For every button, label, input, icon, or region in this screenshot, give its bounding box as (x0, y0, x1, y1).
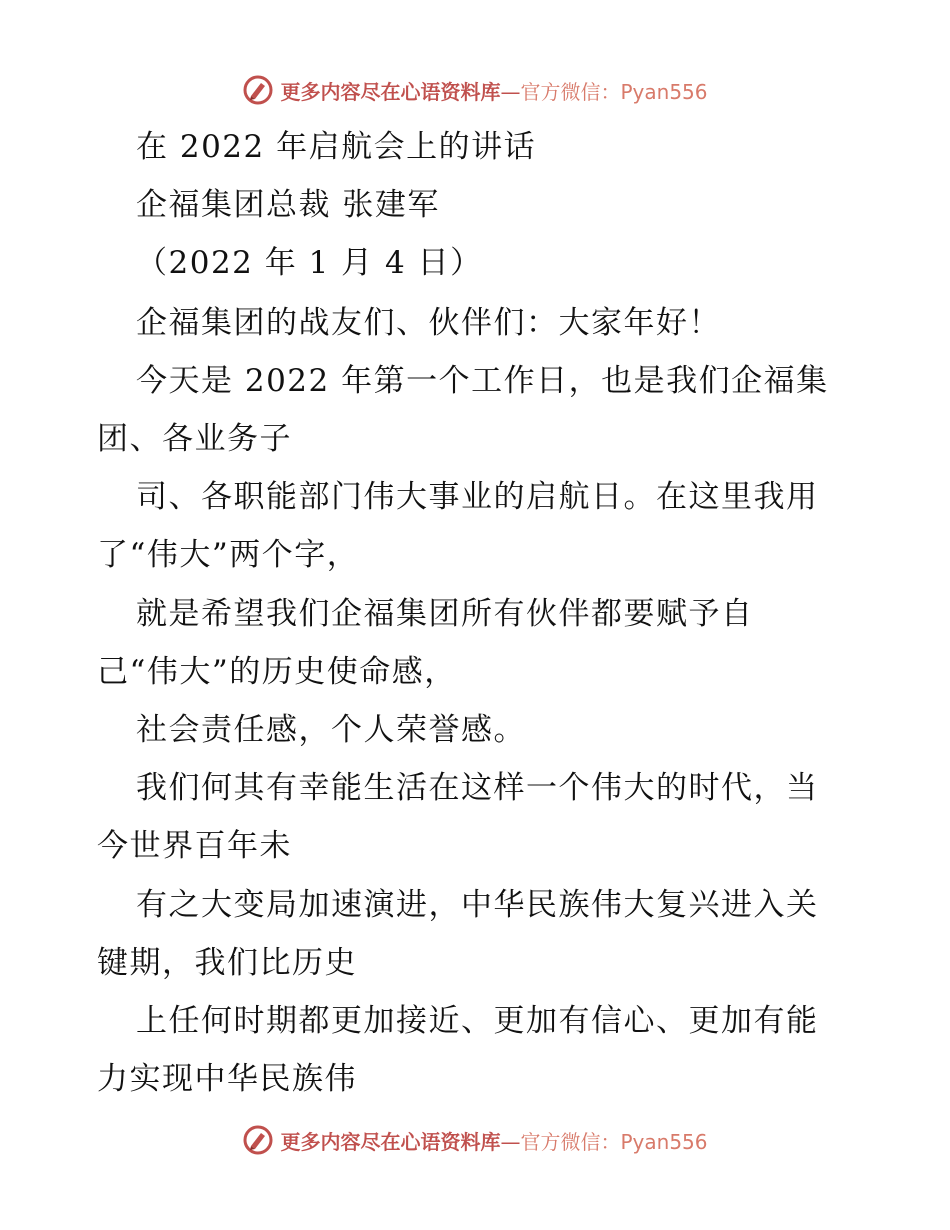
doc-line: 司、各职能部门伟大事业的启航日。在这里我用 (136, 479, 819, 515)
doc-line: 键期，我们比历史 (97, 945, 357, 981)
doc-line: 就是希望我们企福集团所有伙伴都要赋予自 (136, 596, 754, 632)
footer-banner-dash: — (500, 1129, 521, 1154)
doc-line: 我们何其有幸能生活在这样一个伟大的时代，当 (136, 770, 819, 806)
header-banner-text (280, 76, 707, 105)
footer-banner-wechat-id: Pyan556 (620, 1129, 708, 1154)
doc-author: 企福集团总裁 张建军 (136, 187, 440, 223)
doc-line: 力实现中华民族伟 (97, 1061, 357, 1097)
header-banner-wechat-id: Pyan556 (620, 79, 708, 104)
doc-line: 社会责任感，个人荣誉感。 (136, 712, 526, 748)
header-banner-dash: — (500, 79, 521, 104)
footer-banner-main: 更多内容尽在心语资料库 (280, 1129, 501, 1154)
header-banner (0, 70, 950, 110)
doc-line: 有之大变局加速演进，中华民族伟大复兴进入关 (136, 887, 819, 923)
doc-line: 上任何时期都更加接近、更加有信心、更加有能 (136, 1003, 819, 1039)
doc-greeting: 企福集团的战友们、伙伴们：大家年好！ (136, 305, 721, 341)
header-banner-wechat-label: 官方微信： (520, 79, 621, 104)
doc-date: （2022 年 1 月 4 日） (136, 245, 483, 281)
pen-logo-icon (242, 74, 274, 106)
footer-banner (0, 1120, 950, 1160)
footer-banner-wechat-label: 官方微信： (520, 1129, 621, 1154)
pen-logo-icon (242, 1124, 274, 1156)
doc-line: 己“伟大”的历史使命感， (97, 654, 457, 690)
header-banner-main: 更多内容尽在心语资料库 (280, 79, 501, 104)
doc-line: 了“伟大”两个字， (97, 537, 360, 573)
doc-line: 今世界百年未 (97, 828, 292, 864)
doc-title: 在 2022 年启航会上的讲话 (136, 129, 537, 165)
footer-banner-text (280, 1126, 707, 1155)
doc-line: 今天是 2022 年第一个工作日，也是我们企福集 (136, 363, 829, 399)
doc-line: 团、各业务子 (97, 421, 292, 457)
